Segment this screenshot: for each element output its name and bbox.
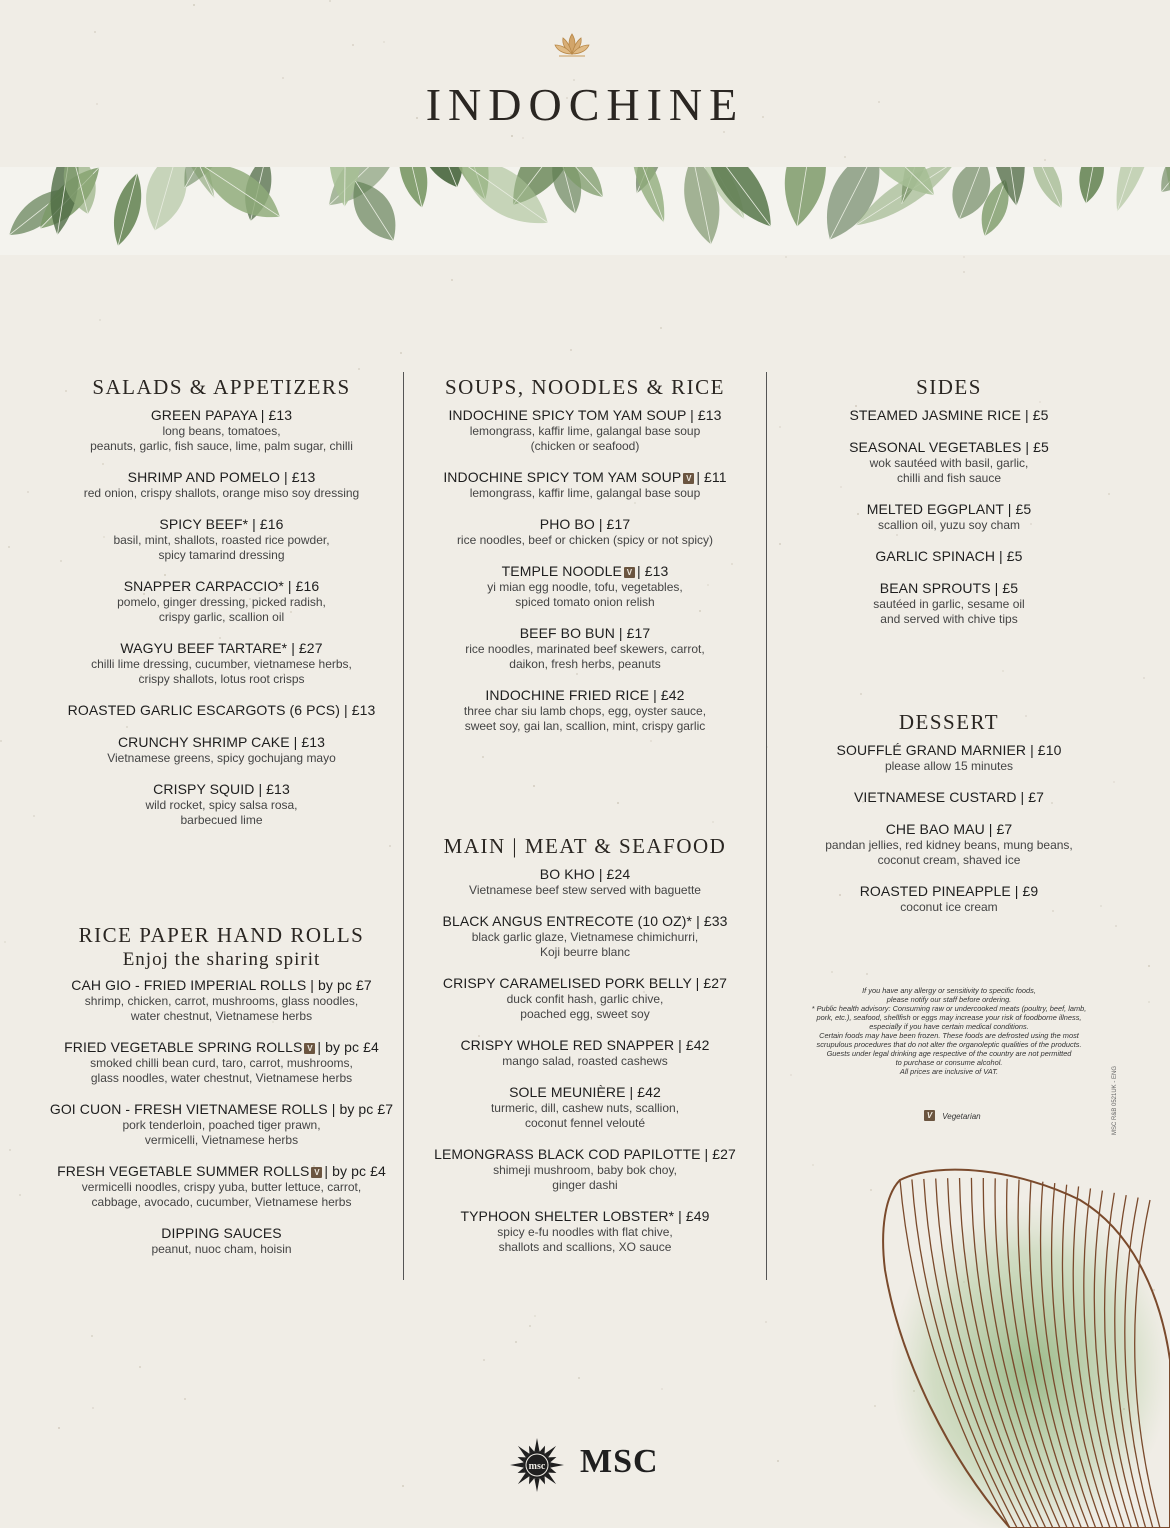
menu-item-name: MELTED EGGPLANT | £5 <box>866 501 1032 517</box>
paper-speck <box>451 279 453 281</box>
menu-item-description: mango salad, roasted cashews <box>502 1054 668 1068</box>
menu-item-name: TYPHOON SHELTER LOBSTER* | £49 <box>460 1208 710 1224</box>
paper-speck <box>329 0 331 2</box>
column-divider-left <box>403 372 404 1280</box>
menu-item-name: SPICY BEEF* | £16 <box>159 516 284 532</box>
dessert-title: DESSERT <box>898 710 1000 734</box>
paper-speck <box>389 845 391 847</box>
menu-item-description: Koji beurre blanc <box>539 945 631 959</box>
salads-title: SALADS & APPETIZERS <box>92 375 351 399</box>
menu-item-description: spiced tomato onion relish <box>515 595 655 609</box>
msc-star-ray <box>534 1479 539 1492</box>
menu-item-description: black garlic glaze, Vietnamese chimichurri, <box>471 930 699 944</box>
paper-speck <box>515 1341 517 1343</box>
menu-item-description: peanut, nuoc cham, hoisin <box>151 1242 292 1256</box>
paper-speck <box>482 756 484 758</box>
paper-speck <box>139 1366 141 1368</box>
menu-item-description: glass noodles, water chestnut, Vietnamese herbs <box>90 1071 353 1085</box>
paper-speck <box>660 327 662 329</box>
menu-item <box>768 500 1130 533</box>
menu-item-price: | £13 <box>636 563 669 579</box>
menu-item-description: pork tenderloin, poached tiger prawn, <box>122 1118 321 1132</box>
paper-speck <box>0 740 2 742</box>
footnote-line: * Public health advisory: Consuming raw or undercooked meats (poultry, beef, lamb, <box>811 1004 1087 1013</box>
menu-item-description: long beans, tomatoes, <box>162 424 281 438</box>
menu-item-name-main: FRESH VEGETABLE SUMMER ROLLS <box>57 1163 310 1179</box>
mains-section <box>405 833 765 1255</box>
paper-speck <box>19 1194 21 1196</box>
footnote-line: to purchase or consume alcohol. <box>895 1058 1003 1067</box>
paper-speck <box>4 941 6 943</box>
menu-item-description: (chicken or seafood) <box>530 439 640 453</box>
menu-item-price: | £11 <box>696 469 727 485</box>
menu-item-description: crispy shallots, lotus root crisps <box>138 672 305 686</box>
paper-speck <box>1044 159 1046 161</box>
menu-item-description: daikon, fresh herbs, peanuts <box>509 657 661 671</box>
menu-item-description: crispy garlic, scallion oil <box>158 610 285 624</box>
menu-item-name: CAH GIO - FRIED IMPERIAL ROLLS | by pc £7 <box>71 977 372 993</box>
menu-item-description: spicy e-fu noodles with flat chive, <box>497 1225 673 1239</box>
menu-item-description: poached egg, sweet soy <box>520 1007 650 1021</box>
paper-speck <box>352 44 354 46</box>
menu-item-name-main: FRIED VEGETABLE SPRING ROLLS <box>64 1039 303 1055</box>
menu-item-description: wild rocket, spicy salsa rosa, <box>145 798 298 812</box>
menu-item <box>40 1038 403 1086</box>
menu-item-name: BO KHO | £24 <box>539 866 631 882</box>
menu-item-description: peanuts, garlic, fish sauce, lime, palm sugar, chilli <box>90 439 353 453</box>
rolls-subtitle: Enjoj the sharing spirit <box>122 949 321 970</box>
menu-item-description: smoked chilli bean curd, taro, carrot, mushrooms, <box>90 1056 353 1070</box>
menu-item-description: pomelo, ginger dressing, picked radish, <box>117 595 326 609</box>
paper-speck <box>511 135 513 137</box>
soups-section <box>405 374 765 734</box>
paper-speck <box>963 271 965 273</box>
menu-item <box>40 701 403 719</box>
paper-speck <box>1002 670 1004 672</box>
menu-item <box>405 624 765 672</box>
menu-item <box>405 912 765 960</box>
menu-item-description: shallots and scallions, XO sauce <box>498 1240 672 1254</box>
paper-speck <box>617 802 619 804</box>
menu-item-description: vermicelli, Vietnamese herbs <box>144 1133 299 1147</box>
paper-speck <box>184 1398 186 1400</box>
menu-item-name: GREEN PAPAYA | £13 <box>150 407 293 423</box>
vegetarian-badge-icon: V <box>304 1043 315 1054</box>
paper-speck <box>99 319 101 321</box>
menu-item-name: SOUFFLÉ GRAND MARNIER | £10 <box>836 742 1062 758</box>
menu-item <box>40 1100 403 1148</box>
menu-item-description: wok sautéed with basil, garlic, <box>869 456 1029 470</box>
paper-speck <box>570 349 572 351</box>
menu-item-description: spicy tamarind dressing <box>158 548 285 562</box>
menu-item-description: rice noodles, marinated beef skewers, carrot, <box>465 642 705 656</box>
menu-item-name: CRISPY SQUID | £13 <box>153 781 290 797</box>
menu-item-description: cabbage, avocado, cucumber, Vietnamese herbs <box>91 1195 352 1209</box>
menu-item-description: sautéed in garlic, sesame oil <box>873 597 1025 611</box>
menu-item <box>405 468 765 501</box>
menu-item-name <box>40 1038 403 1056</box>
menu-item-name: INDOCHINE SPICY TOM YAM SOUP | £13 <box>448 407 722 423</box>
menu-item-name: SHRIMP AND POMELO | £13 <box>127 469 316 485</box>
menu-item-name: BEAN SPROUTS | £5 <box>879 580 1019 596</box>
footnote-line: please notify our staff before ordering. <box>886 995 1012 1004</box>
menu-item-description: please allow 15 minutes <box>884 759 1014 773</box>
menu-item-description: Vietnamese greens, spicy gochujang mayo <box>107 751 336 765</box>
menu-item-name: WAGYU BEEF TARTARE* | £27 <box>120 640 323 656</box>
vegetarian-label: Vegetarian <box>942 1112 981 1121</box>
menu-item <box>405 686 765 734</box>
menu-item-description: Vietnamese beef stew served with baguette <box>469 883 701 897</box>
menu-item-name: SEASONAL VEGETABLES | £5 <box>849 439 1049 455</box>
paper-speck <box>358 368 360 370</box>
footnote-line: Certain foods may have been frozen. These foods are defrosted using the most <box>819 1031 1079 1040</box>
menu-item <box>40 468 403 501</box>
menu-item <box>768 438 1130 486</box>
sides-title: SIDES <box>916 375 982 399</box>
menu-item-name: BEEF BO BUN | £17 <box>519 625 651 641</box>
msc-wordmark: MSC <box>580 1443 659 1480</box>
menu-item <box>768 741 1130 774</box>
menu-item <box>40 1224 403 1257</box>
footnote-line: If you have any allergy or sensitivity to specific foods, <box>862 986 1036 995</box>
menu-item-description: turmeric, dill, cashew nuts, scallion, <box>490 1101 680 1115</box>
menu-item <box>405 406 765 454</box>
msc-logo <box>505 1437 680 1493</box>
menu-item <box>768 882 1130 915</box>
paper-speck <box>533 785 535 787</box>
menu-item <box>40 976 403 1024</box>
paper-speck <box>844 156 846 158</box>
restaurant-title: INDOCHINE <box>425 79 745 130</box>
menu-item <box>405 1036 765 1069</box>
menu-item <box>405 1207 765 1255</box>
menu-item-name: CRISPY WHOLE RED SNAPPER | £42 <box>460 1037 710 1053</box>
paper-speck <box>723 131 725 133</box>
menu-item-name: ROASTED GARLIC ESCARGOTS (6 PCS) | £13 <box>67 702 376 718</box>
paper-speck <box>402 1485 404 1487</box>
footnote-line: pork, etc.), seafood, shellfish or eggs may increase your risk of foodborne illness, <box>816 1013 1082 1022</box>
msc-star-ray <box>510 1462 523 1467</box>
menu-item-description: duck confit hash, garlic chive, <box>506 992 664 1006</box>
paper-speck <box>483 1359 485 1361</box>
footnote-line: All prices are inclusive of VAT. <box>899 1067 999 1076</box>
paper-speck <box>8 546 10 548</box>
menu-item-name: CRISPY CARAMELISED PORK BELLY | £27 <box>442 975 728 991</box>
menu-item-name-main: TEMPLE NOODLE <box>501 563 622 579</box>
footnote-line: especially if you have certain medical conditions. <box>869 1022 1029 1031</box>
menu-item-description: water chestnut, Vietnamese herbs <box>130 1009 313 1023</box>
paper-speck <box>522 137 524 139</box>
menu-item-description: barbecued lime <box>180 813 263 827</box>
menu-item-description: and served with chive tips <box>880 612 1018 626</box>
vegetarian-badge-icon: V <box>683 473 694 484</box>
paper-speck <box>91 1335 93 1337</box>
menu-item-description: coconut fennel velouté <box>524 1116 646 1130</box>
paper-speck <box>785 256 787 258</box>
paper-speck <box>9 1149 11 1151</box>
menu-item-name: GARLIC SPINACH | £5 <box>875 548 1023 564</box>
rolls-section <box>40 922 403 1257</box>
menu-item-name: SNAPPER CARPACCIO* | £16 <box>123 578 320 594</box>
menu-item-description: pandan jellies, red kidney beans, mung beans, <box>825 838 1073 852</box>
paper-speck <box>812 1164 814 1166</box>
dessert-section <box>768 709 1130 915</box>
paper-speck <box>661 1388 663 1390</box>
menu-item-name: CHE BAO MAU | £7 <box>885 821 1013 837</box>
paper-speck <box>529 1325 531 1327</box>
menu-item-description: three char siu lamb chops, egg, oyster sauce, <box>463 704 707 718</box>
menu-item-name: SOLE MEUNIÈRE | £42 <box>509 1084 661 1100</box>
paper-speck <box>712 821 714 823</box>
menu-item-description: yi mian egg noodle, tofu, vegetables, <box>487 580 683 594</box>
menu-item-description: shimeji mushroom, baby bok choy, <box>493 1163 677 1177</box>
menu-item <box>40 639 403 687</box>
menu-item <box>768 788 1130 806</box>
menu-item <box>768 820 1130 868</box>
menu-item-description: chilli lime dressing, cucumber, vietnamese herbs, <box>91 657 352 671</box>
menu-item <box>768 547 1130 565</box>
mains-title: MAIN | MEAT & SEAFOOD <box>443 834 727 858</box>
paper-speck <box>27 491 29 493</box>
menu-item <box>405 974 765 1022</box>
msc-emblem-icon <box>505 1437 569 1493</box>
footnote-line: Guests under legal drinking age respective of the country are not permitted <box>826 1049 1072 1058</box>
menu-item-name: DIPPING SAUCES <box>161 1225 282 1241</box>
menu-item-description: scallion oil, yuzu soy cham <box>877 518 1021 532</box>
menu-item-price: | by pc £4 <box>324 1163 386 1179</box>
menu-item-price: | by pc £4 <box>317 1039 379 1055</box>
menu-item-description: coconut cream, shaved ice <box>877 853 1021 867</box>
paper-speck <box>94 31 96 33</box>
paper-speck <box>860 693 862 695</box>
salads-section <box>40 374 403 828</box>
menu-item-description: rice noodles, beef or chicken (spicy or not spicy) <box>456 533 714 547</box>
menu-item <box>405 562 765 610</box>
menu-item-name: CRUNCHY SHRIMP CAKE | £13 <box>117 734 326 750</box>
menu-item-name: INDOCHINE FRIED RICE | £42 <box>485 687 685 703</box>
paper-speck <box>831 971 833 973</box>
paper-speck <box>963 256 965 258</box>
msc-emblem-letters: msc <box>528 1461 546 1472</box>
menu-item <box>40 406 403 454</box>
menu-item-name <box>40 1162 403 1180</box>
menu-item-description: chilli and fish sauce <box>896 471 1002 485</box>
paper-speck <box>1115 925 1117 927</box>
menu-item-name-main: INDOCHINE SPICY TOM YAM SOUP <box>443 469 682 485</box>
soups-title: SOUPS, NOODLES & RICE <box>444 375 726 399</box>
document-code: MSC R&B 0521UK - ENG <box>1112 1065 1118 1135</box>
paper-speck <box>578 1377 580 1379</box>
menu-item-name: ROASTED PINEAPPLE | £9 <box>859 883 1039 899</box>
paper-speck <box>33 815 35 817</box>
menu-item <box>40 780 403 828</box>
paper-speck <box>383 41 385 43</box>
menu-item-name: PHO BO | £17 <box>539 516 631 532</box>
menu-item <box>405 865 765 898</box>
rolls-title: RICE PAPER HAND ROLLS <box>78 923 365 947</box>
paper-speck <box>58 1427 60 1429</box>
paper-speck <box>650 740 652 742</box>
column-divider-right <box>766 372 767 1280</box>
menu-item <box>40 515 403 563</box>
msc-star-ray <box>534 1438 539 1451</box>
paper-speck <box>534 1315 536 1317</box>
paper-speck <box>1148 965 1150 967</box>
paper-speck <box>92 1407 94 1409</box>
vegetarian-legend <box>922 1110 981 1121</box>
menu-item <box>768 579 1130 627</box>
paper-speck <box>193 4 195 6</box>
vegetarian-badge-icon: V <box>924 1110 935 1121</box>
menu-item-name: STEAMED JASMINE RICE | £5 <box>849 407 1049 423</box>
menu-item-description: vermicelli noodles, crispy yuba, butter lettuce, carrot, <box>81 1180 362 1194</box>
menu-item-description: lemongrass, kaffir lime, galangal base soup <box>469 424 701 438</box>
footnote-line: scrupulous procedures that do not alter the organoleptic qualities of the products. <box>816 1040 1082 1049</box>
vegetarian-badge-icon: V <box>311 1167 322 1178</box>
menu-item-name <box>405 562 765 580</box>
menu-item-description: ginger dashi <box>552 1178 618 1192</box>
menu-item <box>40 577 403 625</box>
menu-item-description: shrimp, chicken, carrot, mushrooms, glass noodles, <box>84 994 359 1008</box>
menu-item-name: BLACK ANGUS ENTRECOTE (10 OZ)* | £33 <box>442 913 728 929</box>
menu-item-description: red onion, crispy shallots, orange miso soy dressing <box>83 486 360 500</box>
vegetarian-badge-icon: V <box>624 567 635 578</box>
menu-item-description: sweet soy, gai lan, scallion, mint, crispy garlic <box>464 719 706 733</box>
allergy-footnote <box>780 986 1118 1076</box>
menu-item-description: lemongrass, kaffir lime, galangal base soup <box>469 486 701 500</box>
menu-item <box>405 1145 765 1193</box>
paper-speck <box>1143 677 1145 679</box>
menu-item-description: basil, mint, shallots, roasted rice powder, <box>113 533 330 547</box>
menu-item-name: VIETNAMESE CUSTARD | £7 <box>853 789 1045 805</box>
menu-item <box>768 406 1130 424</box>
msc-star-ray <box>551 1462 564 1467</box>
leaf-illustration <box>860 1160 1170 1528</box>
sides-section <box>768 374 1130 627</box>
paper-speck <box>866 973 868 975</box>
menu-item-name <box>405 468 765 486</box>
menu-item <box>40 1162 403 1210</box>
leaf-banner <box>0 167 1170 255</box>
lotus-icon <box>553 30 591 58</box>
menu-item-name: GOI CUON - FRESH VIETNAMESE ROLLS | by pc £7 <box>49 1101 394 1117</box>
menu-item-name: LEMONGRASS BLACK COD PAPILOTTE | £27 <box>434 1146 736 1162</box>
paper-speck <box>1148 1001 1150 1003</box>
paper-speck <box>765 1321 767 1323</box>
menu-item <box>40 733 403 766</box>
menu-item <box>405 515 765 548</box>
menu-item-description: coconut ice cream <box>900 900 998 914</box>
menu-item <box>405 1083 765 1131</box>
paper-speck <box>400 352 402 354</box>
paper-speck <box>777 1460 779 1462</box>
